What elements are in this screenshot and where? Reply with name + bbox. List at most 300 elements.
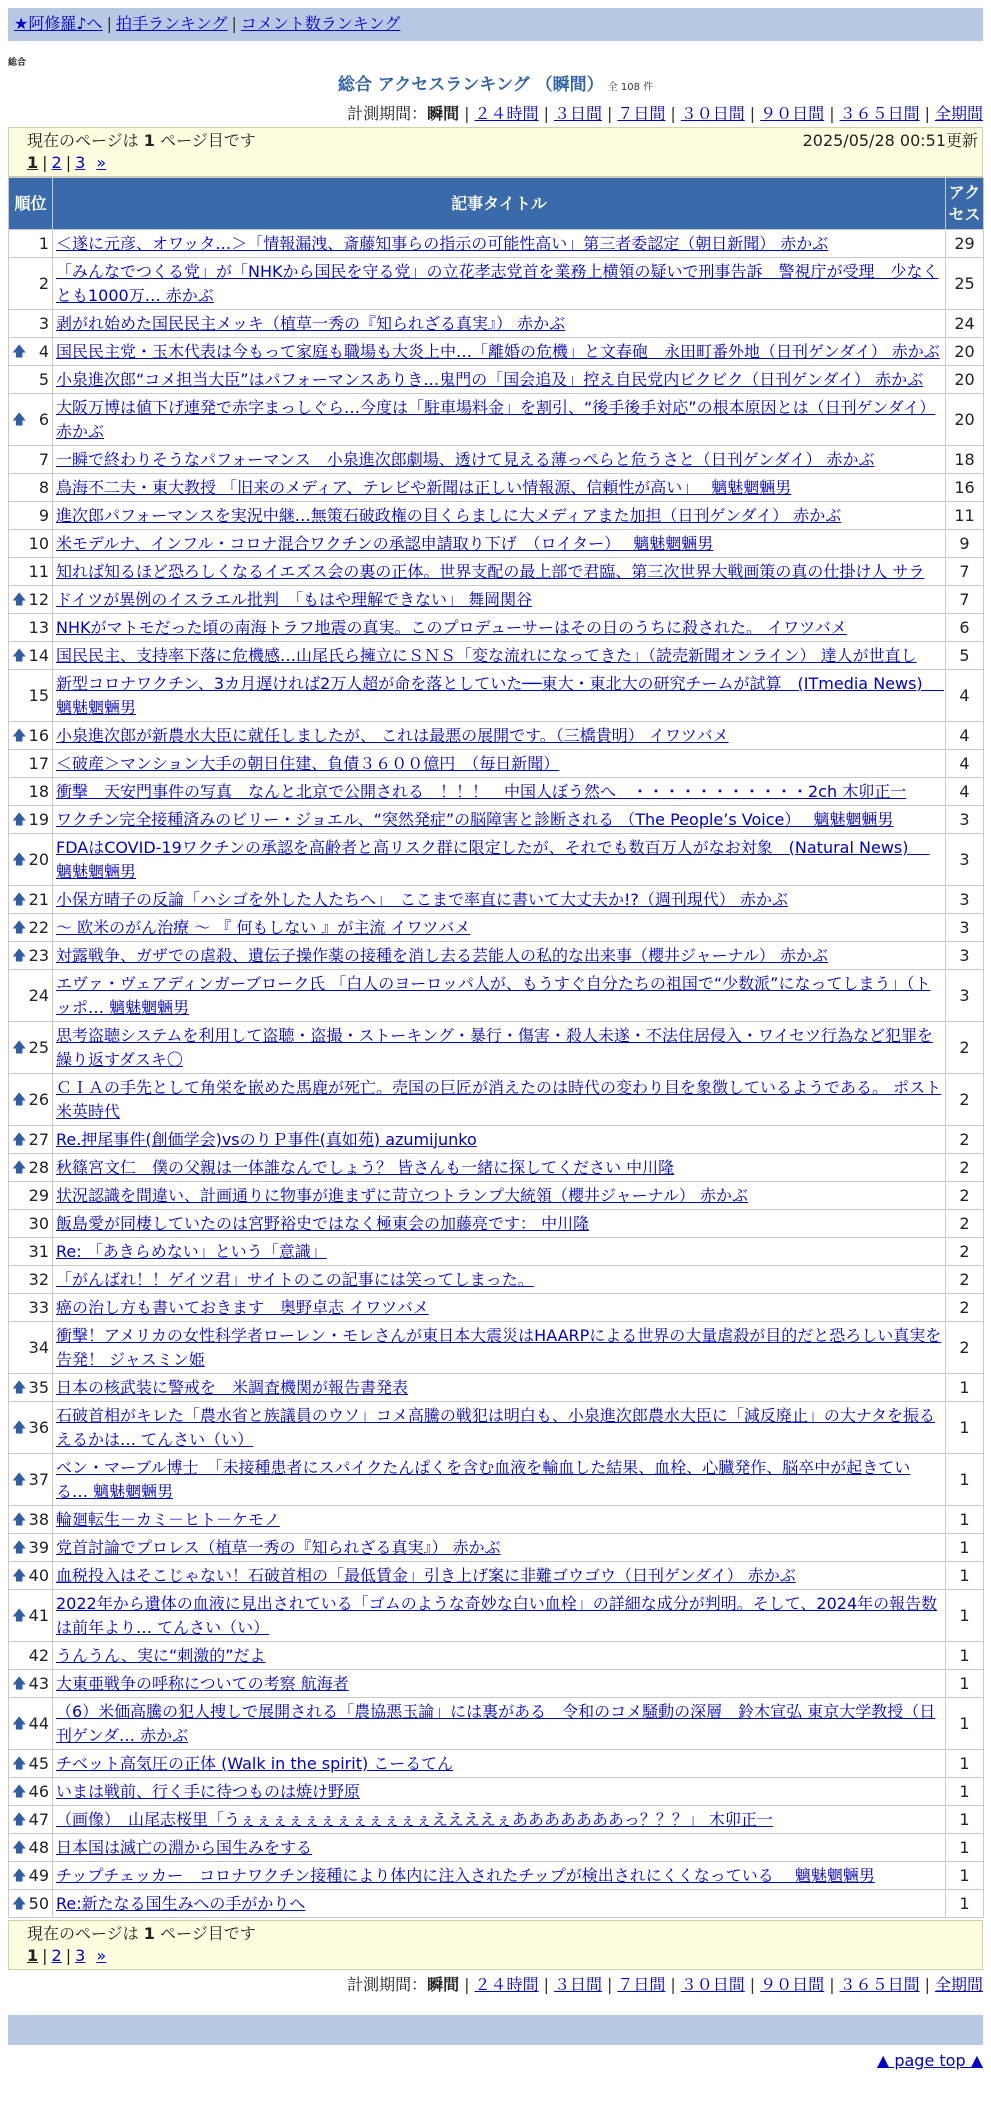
pagination-separator: | [42, 153, 48, 172]
rank-cell [9, 1590, 53, 1642]
rank-cell [9, 1210, 53, 1238]
rank-cell [9, 642, 53, 670]
access-count: 2 [946, 1126, 984, 1154]
article-link[interactable]: （6）米価高騰の犯人捜しで展開される「農協悪玉論」には裏がある 令和のコメ騒動の深層 鈴木宣弘 東京大学教授（日刊ゲンダ… 赤かぶ [56, 1701, 936, 1745]
article-link[interactable]: ～ 欧米のがん治療 ～ 『 何もしない 』が主流 イワツバメ [56, 917, 471, 937]
table-row [9, 1154, 984, 1182]
table-row [9, 1834, 984, 1862]
rank-cell [9, 834, 53, 886]
up-arrow-icon: 🡅 [12, 1159, 27, 1176]
period-separator: | [464, 1975, 470, 1994]
article-link[interactable]: （画像） 山尾志桜里「うぇぇぇぇぇぇぇぇぇぇぇぇええええぇあああああああっ？？？」 木卯正一 [56, 1809, 773, 1829]
table-row [9, 1890, 984, 1918]
rank-number: 7 [38, 449, 49, 469]
access-count: 20 [946, 394, 984, 446]
access-count: 1 [946, 1778, 984, 1806]
access-count: 2 [946, 1074, 984, 1126]
rank-cell [9, 1778, 53, 1806]
article-link[interactable]: うんうん、実に“刺激的”だよ [56, 1645, 266, 1665]
title-cell [53, 586, 946, 614]
period-option-link[interactable]: ３日間 [553, 1975, 602, 1994]
pagination-separator: | [65, 1946, 72, 1965]
rank-cell [9, 1562, 53, 1590]
rank-number: 39 [28, 1537, 49, 1557]
rank-number: 50 [28, 1893, 49, 1913]
article-link[interactable]: 知れば知るほど恐ろしくなるイエズス会の裏の正体。世界支配の最上部で君臨、第三次世界大戦画策の真の仕掛け人 サラ [56, 561, 925, 581]
period-option-link[interactable]: ２４時間 [474, 1975, 539, 1994]
table-row [9, 806, 984, 834]
up-arrow-icon: 🡅 [12, 1471, 27, 1488]
title-cell [53, 1238, 946, 1266]
rank-cell [9, 1890, 53, 1918]
page-status-pre: 現在のページは [27, 1924, 139, 1943]
access-count: 6 [946, 614, 984, 642]
table-row [9, 642, 984, 670]
period-separator: | [829, 104, 835, 123]
article-link[interactable]: ベン・マーブル博士 「未接種患者にスパイクたんぱくを含む血液を輸血した結果、血栓、心臓発作、脳卒中が起きている… 魑魅魍魎男 [56, 1457, 911, 1501]
up-arrow-icon: 🡅 [12, 1039, 27, 1056]
up-arrow-icon: 🡅 [12, 1895, 27, 1912]
access-count: 2 [946, 1182, 984, 1210]
table-row [9, 1590, 984, 1642]
title-cell [53, 1454, 946, 1506]
access-count: 25 [946, 258, 984, 310]
article-link[interactable]: 国民民主、支持率下落に危機感…山尾氏ら擁立にＳＮＳ「変な流れになってきた」（読売新聞オンライン） 達人が世直し [56, 645, 917, 665]
rank-cell [9, 558, 53, 586]
access-count: 1 [946, 1534, 984, 1562]
rank-number: 33 [28, 1297, 49, 1317]
period-separator: | [606, 104, 613, 123]
rank-number: 40 [28, 1565, 49, 1585]
rank-cell [9, 722, 53, 750]
rank-number: 14 [28, 645, 49, 665]
period-separator: | [670, 1975, 676, 1994]
title-cell [53, 614, 946, 642]
period-option-link[interactable]: ３日間 [553, 104, 602, 123]
title-cell [53, 670, 946, 722]
title-cell [53, 806, 946, 834]
rank-cell [9, 310, 53, 338]
page-link[interactable]: 3 [75, 153, 86, 172]
title-cell [53, 230, 946, 258]
rank-cell [9, 1806, 53, 1834]
rank-cell [9, 1834, 53, 1862]
article-link[interactable]: 小保方晴子の反論「ハシゴを外した人たちへ」 ここまで率直に書いて大丈夫か!?（週刊現代） 赤かぶ [56, 889, 788, 909]
rank-cell [9, 1294, 53, 1322]
up-arrow-icon: 🡅 [12, 1419, 27, 1436]
up-arrow-icon: 🡅 [12, 1131, 27, 1148]
rank-cell [9, 338, 53, 366]
rank-cell [9, 670, 53, 722]
table-row [9, 1182, 984, 1210]
article-link[interactable]: ワクチン完全接種済みのビリー・ジョエル、“突然発症”の脳障害と診断される （The People’s Voice） 魑魅魍魎男 [56, 809, 894, 829]
table-row [9, 1022, 984, 1074]
article-link[interactable]: FDAはCOVID-19ワクチンの承認を高齢者と高リスク群に限定したが、それでも数百万人がなお対象 (Natural News) 魑魅魍魎男 [56, 837, 930, 881]
rank-cell [9, 614, 53, 642]
article-link[interactable]: Re.押尾事件(創価学会)vsのりＰ事件(真如苑) azumijunko [56, 1129, 477, 1149]
article-link[interactable]: 対露戦争、ガザでの虐殺、遺伝子操作薬の接種を消し去る芸能人の私的な出来事（櫻井ジャーナル） 赤かぶ [56, 945, 828, 965]
article-link[interactable]: 「みんなでつくる党」が「NHKから国民を守る党」の立花孝志党首を業務上横領の疑いで刑事告訴 警視庁が受理 少なくとも1000万… 赤かぶ [56, 261, 939, 305]
period-separator: | [749, 104, 756, 123]
article-link[interactable]: 進次郎パフォーマンスを実況中継…無策石破政権の目くらましに大メディアまた加担（日刊ゲンダイ） 赤かぶ [56, 505, 842, 525]
up-arrow-icon: 🡅 [12, 1607, 27, 1624]
rank-cell [9, 1750, 53, 1778]
article-link[interactable]: ドイツが異例のイスラエル批判 「もはや理解できない」 舞岡関谷 [56, 589, 533, 609]
access-count: 18 [946, 446, 984, 474]
rank-number: 12 [28, 589, 49, 609]
article-link[interactable]: 日本の核武装に警戒を 米調査機関が報告書発表 [56, 1377, 409, 1397]
access-count: 5 [946, 642, 984, 670]
rank-cell [9, 1374, 53, 1402]
article-link[interactable]: 鳥海不二夫・東大教授 「旧来のメディア、テレビや新聞は正しい情報源、信頼性が高い」 魑魅魍魎男 [56, 477, 792, 497]
article-link[interactable]: ＣＩＡの手先として角栄を嵌めた馬鹿が死亡。売国の巨匠が消えたのは時代の変わり目を象徴しているようである。 ポスト米英時代 [56, 1077, 942, 1121]
title-cell [53, 778, 946, 806]
article-link[interactable]: 血税投入はそこじゃない！石破首相の「最低賃金」引き上げ案に非難ゴウゴウ（日刊ゲンダイ） 赤かぶ [56, 1565, 796, 1585]
rank-number: 32 [28, 1269, 49, 1289]
page-title [0, 74, 991, 99]
title-cell [53, 446, 946, 474]
period-separator: | [543, 104, 549, 123]
title-cell [53, 642, 946, 670]
period-option-link[interactable]: ３０日間 [680, 1975, 745, 1994]
up-arrow-icon: 🡅 [12, 1811, 27, 1828]
table-row [9, 446, 984, 474]
period-separator: | [670, 104, 676, 123]
page-status [27, 1923, 976, 1945]
table-row [9, 1862, 984, 1890]
next-page-link[interactable]: » [96, 153, 107, 172]
access-count: 20 [946, 366, 984, 394]
access-count: 4 [946, 778, 984, 806]
rank-number: 27 [28, 1129, 49, 1149]
rank-number: 31 [28, 1241, 49, 1261]
period-separator: | [829, 1975, 835, 1994]
title-cell [53, 970, 946, 1022]
article-link[interactable]: 癌の治し方も書いておきます 奥野卓志 イワツバメ [56, 1297, 429, 1317]
up-arrow-icon: 🡅 [12, 1379, 27, 1396]
period-label: 計測期間： [347, 1975, 428, 1994]
rank-number: 13 [28, 617, 49, 637]
table-row [9, 886, 984, 914]
period-current: 瞬間 [427, 104, 460, 123]
access-count: 2 [946, 1322, 984, 1374]
page-status-number: 1 [143, 131, 155, 150]
period-option-link[interactable]: ９０日間 [760, 1975, 825, 1994]
article-link[interactable]: チベット高気圧の正体 (Walk in the spirit) こーるてん [56, 1753, 454, 1773]
article-link[interactable]: 秋篠宮文仁 僕の父親は一体誰なんでしょう？ 皆さんも一緒に探してください 中川隆 [56, 1157, 675, 1177]
article-link[interactable]: NHKがマトモだった頃の南海トラフ地震の真実。このプロデューサーはその日のうちに殺された。 イワツバメ [56, 617, 847, 637]
access-count: 1 [946, 1698, 984, 1750]
page-link[interactable]: 2 [51, 153, 62, 172]
rank-number: 11 [28, 561, 49, 581]
rank-number: 28 [28, 1157, 49, 1177]
rank-cell [9, 914, 53, 942]
article-link[interactable]: 大阪万博は値下げ連発で赤字まっしぐら…今度は「駐車場料金」を割引、“後手後手対応”の根本原因とは（日刊ゲンダイ） 赤かぶ [56, 397, 936, 441]
rank-cell [9, 394, 53, 446]
table-row [9, 1778, 984, 1806]
up-arrow-icon: 🡅 [12, 1511, 27, 1528]
article-link[interactable]: 剥がれ始めた国民民主メッキ（植草一秀の『知られざる真実』） 赤かぶ [56, 313, 566, 333]
title-cell [53, 394, 946, 446]
rank-cell [9, 1642, 53, 1670]
up-arrow-icon: 🡅 [12, 1567, 27, 1584]
up-arrow-icon: 🡅 [12, 1755, 27, 1772]
title-cell [53, 338, 946, 366]
access-count: 4 [946, 722, 984, 750]
article-link[interactable]: 大東亜戦争の呼称についての考察 航海者 [56, 1673, 349, 1693]
period-option-link[interactable]: ３６５日間 [839, 1975, 920, 1994]
rank-number: 25 [28, 1037, 49, 1057]
title-cell [53, 1074, 946, 1126]
rank-number: 35 [28, 1377, 49, 1397]
access-count: 20 [946, 338, 984, 366]
up-arrow-icon: 🡅 [12, 1783, 27, 1800]
article-link[interactable]: 「がんばれ！！ゲイツ君」サイトのこの記事には笑ってしまった。 [56, 1269, 534, 1289]
article-link[interactable]: ＜遂に元彦、オワッタ…＞「情報漏洩、斎藤知事らの指示の可能性高い」第三者委認定（朝日新聞） 赤かぶ [56, 233, 829, 253]
current-page: 1 [27, 1946, 39, 1965]
title-column-header: 記事タイトル [53, 178, 946, 230]
table-row [9, 1322, 984, 1374]
table-row [9, 338, 984, 366]
title-cell [53, 1806, 946, 1834]
title-cell [53, 1590, 946, 1642]
rank-cell [9, 258, 53, 310]
total-count: 全 108 件 [607, 82, 654, 93]
ranking-table-body [9, 230, 984, 1918]
article-link[interactable]: Re:新たなる国生みへの手がかりへ [56, 1893, 306, 1913]
title-cell [53, 1750, 946, 1778]
rank-number: 38 [28, 1509, 49, 1529]
pagination-separator: | [42, 1946, 48, 1965]
access-count: 1 [946, 1890, 984, 1918]
rank-number: 1 [38, 233, 49, 253]
rank-cell [9, 1402, 53, 1454]
period-option-link[interactable]: ９０日間 [760, 104, 825, 123]
table-row [9, 1698, 984, 1750]
up-arrow-icon: 🡅 [12, 919, 27, 936]
rank-number: 10 [28, 533, 49, 553]
ranking-table [8, 177, 984, 1918]
rank-number: 48 [28, 1837, 49, 1857]
period-separator: | [924, 104, 930, 123]
rank-number: 22 [28, 917, 49, 937]
period-option-link[interactable]: ３０日間 [680, 104, 745, 123]
access-count: 24 [946, 310, 984, 338]
rank-cell [9, 1074, 53, 1126]
rank-number: 41 [28, 1605, 49, 1625]
table-row [9, 1642, 984, 1670]
period-selector-bottom [8, 1974, 983, 1996]
table-row [9, 1238, 984, 1266]
table-row [9, 1402, 984, 1454]
next-page-link[interactable]: » [96, 1946, 107, 1965]
rank-cell [9, 1182, 53, 1210]
rank-cell [9, 502, 53, 530]
rank-number: 16 [28, 725, 49, 745]
rank-number: 34 [28, 1337, 49, 1357]
article-link[interactable]: ＜破産＞マンション大手の朝日住建、負債３６００億円 （毎日新聞） [56, 753, 560, 773]
rank-cell [9, 886, 53, 914]
article-link[interactable]: 2022年から遺体の血液に見出されている「ゴムのような奇妙な白い血栓」の詳細な成分が判明。そして、2024年の報告数は前年より… てんさい（い） [56, 1593, 938, 1637]
page-status-post: ページ目です [160, 131, 256, 150]
table-row [9, 1750, 984, 1778]
article-link[interactable]: 党首討論でプロレス（植草一秀の『知られざる真実』） 赤かぶ [56, 1537, 501, 1557]
title-cell [53, 1154, 946, 1182]
title-cell [53, 1022, 946, 1074]
access-count: 7 [946, 558, 984, 586]
title-cell [53, 310, 946, 338]
rank-cell [9, 1126, 53, 1154]
rank-number: 20 [28, 849, 49, 869]
period-separator: | [749, 1975, 756, 1994]
page-link[interactable]: 3 [75, 1946, 86, 1965]
up-arrow-icon: 🡅 [12, 343, 27, 360]
period-option-link[interactable]: ７日間 [617, 104, 666, 123]
title-cell [53, 1182, 946, 1210]
period-option-link[interactable]: ２４時間 [474, 104, 539, 123]
table-row [9, 474, 984, 502]
access-count: 3 [946, 970, 984, 1022]
period-separator: | [543, 1975, 549, 1994]
rank-cell [9, 1154, 53, 1182]
article-link[interactable]: 小泉進次郎“コメ担当大臣”はパフォーマンスありき…鬼門の「国会追及」控え自民党内ビクビク（日刊ゲンダイ） 赤かぶ [56, 369, 924, 389]
rank-cell [9, 1698, 53, 1750]
up-arrow-icon: 🡅 [12, 1675, 27, 1692]
period-option-link[interactable]: ３６５日間 [839, 104, 920, 123]
access-count: 1 [946, 1750, 984, 1778]
rank-number: 49 [28, 1865, 49, 1885]
table-row [9, 1562, 984, 1590]
title-cell [53, 1670, 946, 1698]
rank-number: 29 [28, 1185, 49, 1205]
access-count: 11 [946, 502, 984, 530]
access-count: 1 [946, 1670, 984, 1698]
table-row [9, 230, 984, 258]
rank-number: 46 [28, 1781, 49, 1801]
table-row [9, 778, 984, 806]
article-link[interactable]: 石破首相がキレた「農水省と族議員のウソ」コメ高騰の戦犯は明白も、小泉進次郎農水大臣に「減反廃止」の大ナタを振るえるかは… てんさい（い） [56, 1405, 936, 1449]
table-row [9, 970, 984, 1022]
rank-number: 6 [38, 409, 49, 429]
article-link[interactable]: いまは戦前、行く手に待つものは焼け野原 [56, 1781, 361, 1801]
title-cell [53, 1126, 946, 1154]
rank-number: 8 [38, 477, 49, 497]
article-link[interactable]: 一瞬で終わりそうなパフォーマンス 小泉進次郎劇場、透けて見える薄っぺらと危うさと（日刊ゲンダイ） 赤かぶ [56, 449, 875, 469]
rank-cell [9, 530, 53, 558]
title-cell [53, 1374, 946, 1402]
table-row [9, 670, 984, 722]
access-count: 4 [946, 670, 984, 722]
rank-cell [9, 474, 53, 502]
table-row [9, 1294, 984, 1322]
access-count: 1 [946, 1454, 984, 1506]
up-arrow-icon: 🡅 [12, 591, 27, 608]
article-link[interactable]: 飯島愛が同棲していたのは宮野裕史ではなく極東会の加藤亮です： 中川隆 [56, 1213, 590, 1233]
rank-number: 15 [28, 685, 49, 705]
title-cell [53, 1642, 946, 1670]
article-link[interactable]: 衝撃！アメリカの女性科学者ローレン・モレさんが東日本大震災はHAARPによる世界の大量虐殺が目的だと恐ろしい真実を告発！ ジャスミン姫 [56, 1325, 942, 1369]
article-link[interactable]: 日本国は滅亡の淵から国生みをする [56, 1837, 313, 1857]
table-row [9, 1506, 984, 1534]
page-title-text: 総合 アクセスランキング （瞬間） [337, 75, 604, 95]
article-link[interactable]: 状況認識を間違い、計画通りに物事が進まずに苛立つトランプ大統領（櫻井ジャーナル） 赤かぶ [56, 1185, 748, 1205]
title-cell [53, 258, 946, 310]
rank-number: 3 [38, 313, 49, 333]
rank-cell [9, 230, 53, 258]
title-cell [53, 366, 946, 394]
title-cell [53, 722, 946, 750]
rank-cell [9, 1238, 53, 1266]
article-link[interactable]: エヴァ・ヴェアディンガーブローク氏 「白人のヨーロッパ人が、もうすぐ自分たちの祖国で“少数派”になってしまう」（トッポ… 魑魅魍魎男 [56, 973, 931, 1017]
page-link[interactable]: 2 [51, 1946, 62, 1965]
page-info-box [8, 127, 983, 177]
period-option-link[interactable]: ７日間 [617, 1975, 666, 1994]
rank-number: 23 [28, 945, 49, 965]
table-row [9, 502, 984, 530]
table-row [9, 586, 984, 614]
article-link[interactable]: 新型コロナワクチン、3カ月遅ければ2万人超が命を落としていた──東大・東北大の研究チームが試算 (ITmedia News) 魑魅魍魎男 [56, 673, 944, 717]
period-selector [8, 103, 983, 125]
title-cell [53, 1698, 946, 1750]
updated-timestamp: 2025/05/28 00:51更新 [802, 131, 978, 150]
table-row [9, 722, 984, 750]
title-cell [53, 1534, 946, 1562]
article-link[interactable]: チップチェッカー コロナワクチン接種により体内に注入されたチップが検出されにくくなっている 魑魅魍魎男 [56, 1865, 875, 1885]
title-cell [53, 942, 946, 970]
table-row [9, 366, 984, 394]
rank-cell [9, 1454, 53, 1506]
article-link[interactable]: 国民民主党・玉木代表は今もって家庭も職場も大炎上中…「離婚の危機」と文春砲 永田町番外地（日刊ゲンダイ） 赤かぶ [56, 341, 940, 361]
up-arrow-icon: 🡅 [12, 1091, 27, 1108]
title-cell [53, 530, 946, 558]
rank-cell [9, 778, 53, 806]
article-link[interactable]: 衝撃 天安門事件の写真 なんと北京で公開される ！！！ 中国人ぼう然へ ・・・・・・・・・・・2ch 木卯正一 [56, 781, 907, 801]
rank-number: 5 [38, 369, 49, 389]
article-link[interactable]: 思考盗聴システムを利用して盗聴・盗撮・ストーキング・暴行・傷害・殺人未遂・不法住居侵入・ワイセツ行為など犯罪を繰り返すダスキ〇 [56, 1025, 933, 1069]
table-row [9, 942, 984, 970]
access-count: 1 [946, 1374, 984, 1402]
table-row [9, 310, 984, 338]
pagination [27, 152, 976, 174]
article-link[interactable]: 輪廻転生－カミ－ヒト－ケモノ [56, 1509, 280, 1529]
title-cell [53, 750, 946, 778]
article-link[interactable]: 小泉進次郎が新農水大臣に就任しましたが、 これは最悪の展開です。（三橋貴明） イワツバメ [56, 725, 729, 745]
pagination-separator: | [65, 153, 72, 172]
comment-ranking-link[interactable]: コメント数ランキング [240, 14, 401, 33]
rank-number: 47 [28, 1809, 49, 1829]
access-count: 2 [946, 1266, 984, 1294]
applause-ranking-link[interactable]: 拍手ランキング [115, 14, 228, 33]
title-cell [53, 502, 946, 530]
rank-number: 24 [28, 985, 49, 1005]
page-top-link[interactable]: ▲ page top ▲ [876, 2051, 983, 2070]
up-arrow-icon: 🡅 [12, 1715, 27, 1732]
title-cell [53, 1210, 946, 1238]
title-cell [53, 1266, 946, 1294]
home-link[interactable]: ★阿修羅♪へ [14, 14, 103, 33]
article-link[interactable]: Re: 「あきらめない」という「意識」 [56, 1241, 327, 1261]
period-option-link[interactable]: 全期間 [934, 104, 983, 123]
access-count: 3 [946, 806, 984, 834]
table-row [9, 394, 984, 446]
period-label: 計測期間： [347, 104, 428, 123]
access-count: 3 [946, 886, 984, 914]
rank-cell [9, 1534, 53, 1562]
rank-number: 17 [28, 753, 49, 773]
period-option-link[interactable]: 全期間 [934, 1975, 983, 1994]
up-arrow-icon: 🡅 [12, 647, 27, 664]
article-link[interactable]: 米モデルナ、インフル・コロナ混合ワクチンの承認申請取り下げ （ロイター） 魑魅魍魎男 [56, 533, 714, 553]
